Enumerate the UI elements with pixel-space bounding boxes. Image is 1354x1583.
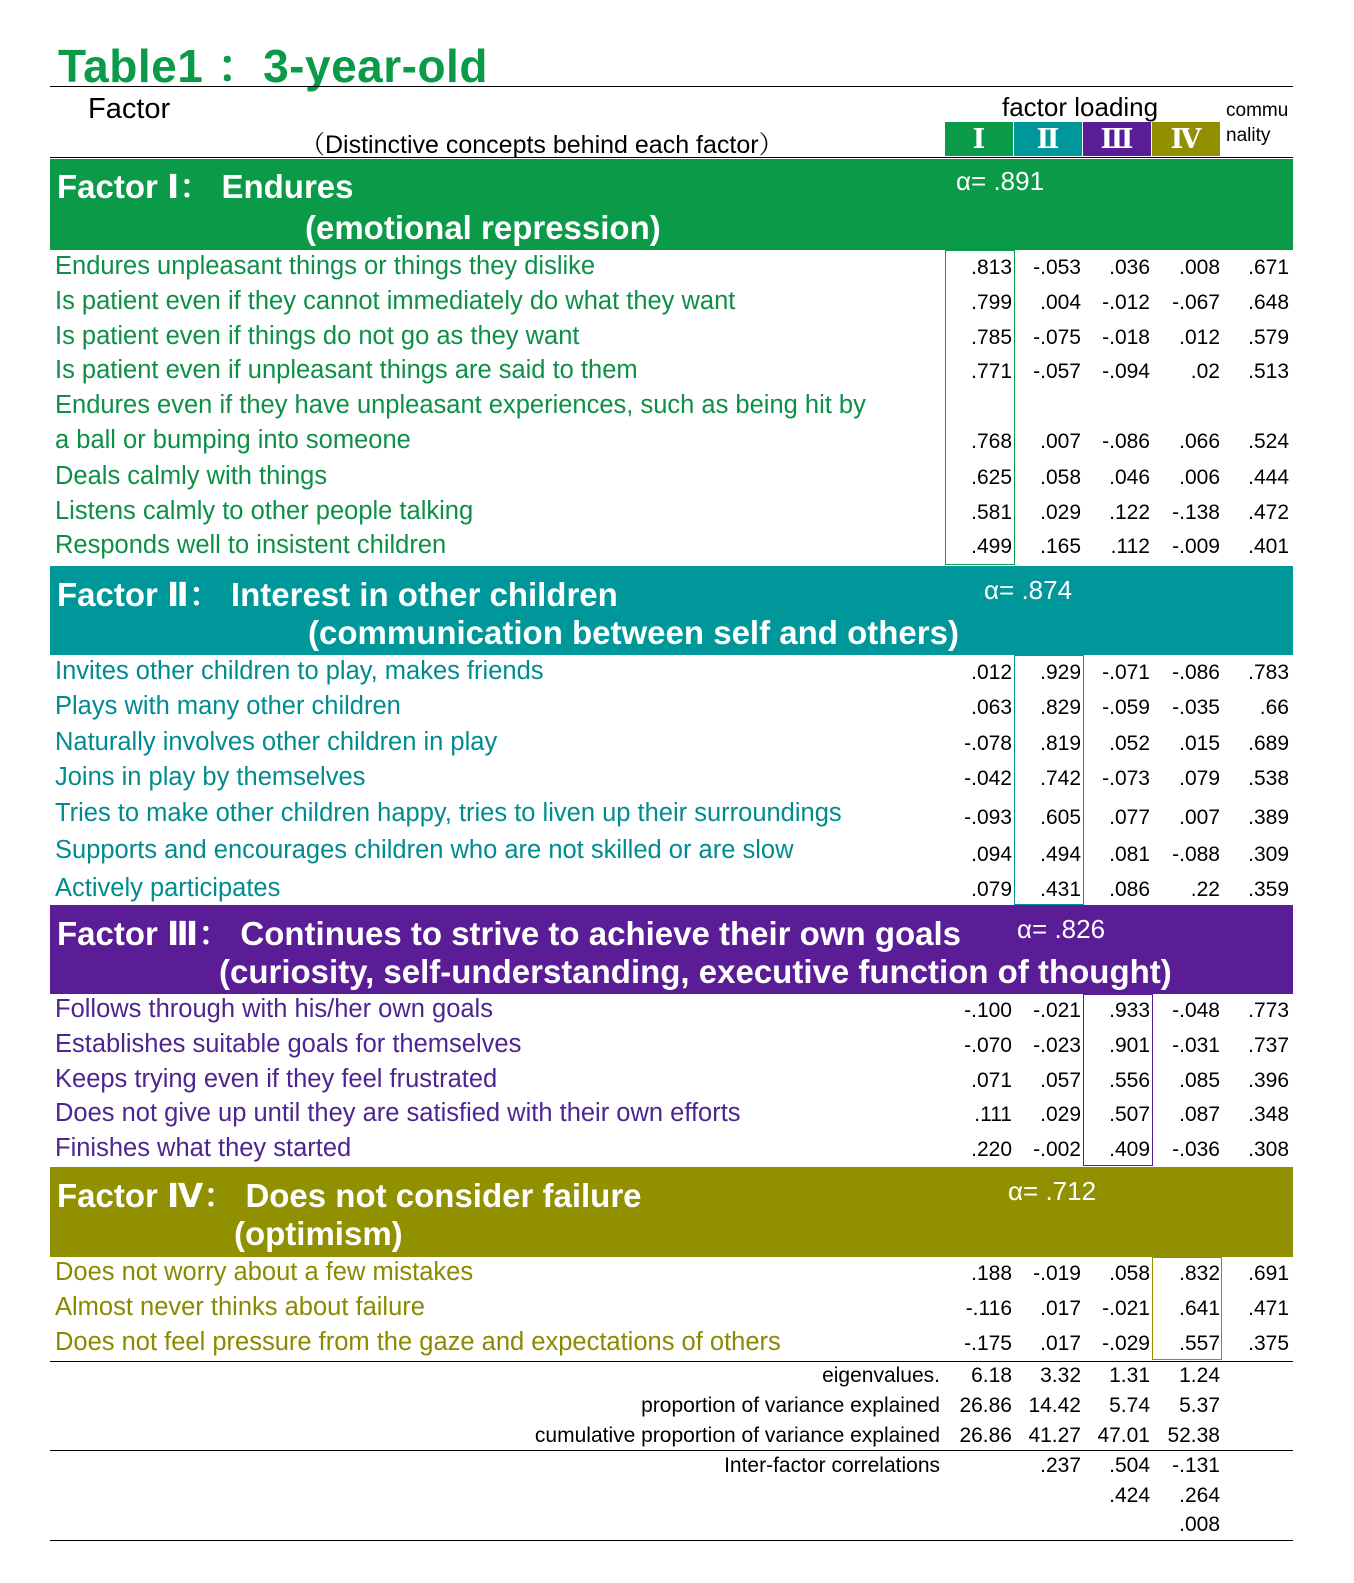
item-endures-unpleasant-things-or-things-they: Endures unpleasant things or things they dislike <box>55 252 596 280</box>
loading-value: .901 <box>1109 1033 1150 1057</box>
loading-value: -.018 <box>1102 325 1150 349</box>
loading-value: .079 <box>1179 767 1220 791</box>
loading-value: .085 <box>1179 1068 1220 1092</box>
loading-value: -.009 <box>1172 535 1220 559</box>
correlation-value: .504 <box>1109 1454 1150 1477</box>
loading-value: .389 <box>1248 805 1289 829</box>
stat-value: 1.24 <box>1179 1364 1220 1387</box>
loading-value: .046 <box>1109 465 1150 489</box>
factor-band-4 <box>50 1167 1293 1257</box>
stat-value: 26.86 <box>959 1394 1012 1417</box>
loading-value: .087 <box>1179 1103 1220 1127</box>
loading-value: .112 <box>1110 535 1150 559</box>
stat-value: 52.38 <box>1167 1424 1220 1447</box>
stat-value: 5.37 <box>1179 1394 1220 1417</box>
factor-loading-box-3 <box>1083 994 1153 1166</box>
factor-title: Factor Ⅳ： Does not consider failure <box>57 1177 642 1214</box>
item-does-not-give-up-until-they-are-satisfie: Does not give up until they are satisfied with their own efforts <box>55 1099 741 1128</box>
loading-value: -.031 <box>1172 1033 1220 1057</box>
loading-value: .799 <box>971 290 1012 314</box>
header-communality-part1: commu <box>1226 100 1289 121</box>
item-continuation: a ball or bumping into someone <box>55 426 411 454</box>
loading-value: .015 <box>1179 731 1220 755</box>
loading-value: .785 <box>971 325 1012 349</box>
loading-value: .188 <box>971 1262 1012 1285</box>
factor-band-2 <box>50 566 1293 655</box>
item-finishes-what-they-started: Finishes what they started <box>55 1134 352 1163</box>
loading-value: .081 <box>1109 843 1150 867</box>
loading-value: .605 <box>1040 805 1081 829</box>
item-actively-participates: Actively participates <box>55 873 281 902</box>
loading-value: -.100 <box>964 999 1012 1022</box>
loading-value: -.042 <box>964 767 1012 791</box>
header-factor-loading: factor loading <box>1002 92 1159 122</box>
factor-subtitle: (curiosity, self-understanding, executive function of thought) <box>219 953 1172 990</box>
loading-value: -.086 <box>1172 661 1220 684</box>
correlation-label: Inter-factor correlations <box>724 1454 940 1477</box>
item-is-patient-even-if-unpleasant-things-are: Is patient even if unpleasant things are said to them <box>55 356 638 385</box>
factor-band-3 <box>50 905 1293 994</box>
loading-value: .22 <box>1190 877 1220 901</box>
stat-value: 41.27 <box>1028 1424 1081 1447</box>
loading-value: -.057 <box>1033 360 1081 384</box>
item-joins-in-play-by-themselves: Joins in play by themselves <box>55 763 366 792</box>
factor-col-header-3: Ⅲ <box>1083 122 1151 156</box>
loading-value: .094 <box>971 843 1012 867</box>
loading-value: .029 <box>1040 500 1081 524</box>
correlation-value: .264 <box>1179 1484 1220 1507</box>
item-does-not-worry-about-a-few-mistakes: Does not worry about a few mistakes <box>55 1258 474 1286</box>
loading-value: .742 <box>1040 767 1081 791</box>
loading-value: .431 <box>1040 877 1081 901</box>
loading-value: -.021 <box>1102 1296 1150 1320</box>
stats-rule <box>50 1361 1293 1362</box>
stat-value: 47.01 <box>1097 1424 1150 1447</box>
loading-value: -.029 <box>1102 1331 1150 1355</box>
loading-value: .929 <box>1040 661 1081 684</box>
loading-value: .057 <box>1040 1068 1081 1092</box>
stat-value: 26.86 <box>959 1424 1012 1447</box>
item-does-not-feel-pressure-from-the-gaze-and: Does not feel pressure from the gaze and expectations of others <box>55 1327 781 1356</box>
loading-value: .499 <box>971 535 1012 559</box>
page-title: Table1 ：3-year-old <box>58 40 488 92</box>
loading-value: .007 <box>1179 805 1220 829</box>
loading-value: .771 <box>971 360 1012 384</box>
loading-value: -.088 <box>1172 843 1220 867</box>
loading-value: -.048 <box>1172 999 1220 1022</box>
loading-value: -.012 <box>1102 290 1150 314</box>
loading-value: .409 <box>1109 1138 1150 1162</box>
loading-value: .012 <box>1179 325 1220 349</box>
loading-value: -.070 <box>964 1033 1012 1057</box>
loading-value: .557 <box>1179 1331 1220 1355</box>
item-listens-calmly-to-other-people-talking: Listens calmly to other people talking <box>55 496 474 525</box>
loading-value: -.053 <box>1033 256 1081 279</box>
stat-label-eigenvalues: eigenvalues. <box>822 1364 940 1387</box>
factor-alpha: α= .712 <box>1008 1176 1097 1206</box>
factor-title: Factor Ⅲ： Continues to strive to achieve their own goals <box>57 915 962 952</box>
loading-value: .768 <box>971 430 1012 453</box>
loading-value: .348 <box>1248 1103 1289 1127</box>
item-keeps-trying-even-if-they-feel-frustrate: Keeps trying even if they feel frustrated <box>55 1064 498 1093</box>
loading-value: -.093 <box>964 805 1012 829</box>
loading-value: .66 <box>1259 696 1289 720</box>
loading-value: .029 <box>1040 1103 1081 1127</box>
loading-value: .02 <box>1190 360 1220 384</box>
item-establishes-suitable-goals-for-themselve: Establishes suitable goals for themselves <box>55 1029 522 1058</box>
item-supports-and-encourages-children-who-are: Supports and encourages children who are not skilled or are slow <box>55 836 794 865</box>
header-rule <box>50 157 1293 158</box>
loading-value: -.094 <box>1102 360 1150 384</box>
loading-value: .375 <box>1248 1331 1289 1355</box>
loading-value: -.175 <box>964 1331 1012 1355</box>
factor-col-header-4: Ⅳ <box>1152 122 1220 156</box>
factor-title: Factor Ⅰ： Endures <box>57 168 354 205</box>
stat-value: 3.32 <box>1040 1364 1081 1387</box>
loading-value: -.059 <box>1102 696 1150 720</box>
loading-value: .063 <box>971 696 1012 720</box>
factor-loading-box-2 <box>1014 655 1084 905</box>
item-almost-never-thinks-about-failure: Almost never thinks about failure <box>55 1292 425 1321</box>
loading-value: .058 <box>1040 465 1081 489</box>
correlation-value: -.131 <box>1172 1454 1220 1477</box>
loading-value: -.138 <box>1172 500 1220 524</box>
factor-col-header-1: Ⅰ <box>945 122 1013 156</box>
stat-label-proportion-of-variance-explained: proportion of variance explained <box>641 1394 940 1417</box>
factor-band-1 <box>50 159 1293 250</box>
item-tries-to-make-other-children-happy-tries: Tries to make other children happy, tries to liven up their surroundings <box>55 798 842 827</box>
stat-value: 5.74 <box>1109 1394 1150 1417</box>
factor-subtitle: (communication between self and others) <box>308 614 959 651</box>
loading-value: -.035 <box>1172 696 1220 720</box>
loading-value: .007 <box>1040 430 1081 453</box>
loading-value: .641 <box>1179 1296 1220 1320</box>
factor-title: Factor Ⅱ： Interest in other children <box>57 576 618 613</box>
loading-value: .813 <box>971 256 1012 279</box>
loading-value: .036 <box>1109 256 1150 279</box>
loading-value: .052 <box>1109 731 1150 755</box>
stat-value: 6.18 <box>971 1364 1012 1387</box>
loading-value: .671 <box>1248 256 1289 279</box>
top-rule <box>50 86 1293 87</box>
loading-value: .819 <box>1040 731 1081 755</box>
factor-subtitle: (emotional repression) <box>305 209 661 246</box>
item-deals-calmly-with-things: Deals calmly with things <box>55 461 328 490</box>
loading-value: .472 <box>1248 500 1289 524</box>
stat-value: 14.42 <box>1028 1394 1081 1417</box>
factor-alpha: α= .891 <box>956 166 1045 196</box>
loading-value: .737 <box>1248 1033 1289 1057</box>
loading-value: -.116 <box>965 1296 1012 1320</box>
loading-value: .933 <box>1109 999 1150 1022</box>
loading-value: .471 <box>1248 1296 1289 1320</box>
factor-loading-box-1 <box>945 250 1015 565</box>
correlation-value: .237 <box>1040 1454 1081 1477</box>
stat-value: 1.31 <box>1109 1364 1150 1387</box>
loading-value: .783 <box>1248 661 1289 684</box>
loading-value: -.036 <box>1172 1138 1220 1162</box>
loading-value: .773 <box>1248 999 1289 1022</box>
header-distinctive-concepts: （Distinctive concepts behind each factor） <box>300 131 784 159</box>
loading-value: .077 <box>1109 805 1150 829</box>
loading-value: .832 <box>1179 1262 1220 1285</box>
loading-value: .444 <box>1248 465 1289 489</box>
item-invites-other-children-to-play-makes-fri: Invites other children to play, makes friends <box>55 657 544 685</box>
loading-value: .165 <box>1040 535 1081 559</box>
factor-alpha: α= .874 <box>984 575 1073 605</box>
loading-value: .309 <box>1248 843 1289 867</box>
loading-value: .648 <box>1248 290 1289 314</box>
header-communality-part2: nality <box>1226 125 1271 146</box>
loading-value: .122 <box>1109 500 1150 524</box>
loading-value: .058 <box>1109 1262 1150 1285</box>
loading-value: .581 <box>971 500 1012 524</box>
loading-value: .308 <box>1248 1138 1289 1162</box>
loading-value: .006 <box>1179 465 1220 489</box>
loading-value: .086 <box>1109 877 1150 901</box>
loading-value: .111 <box>974 1103 1012 1127</box>
loading-value: .625 <box>971 465 1012 489</box>
loading-value: .494 <box>1040 843 1081 867</box>
loading-value: -.078 <box>964 731 1012 755</box>
loading-value: .079 <box>971 877 1012 901</box>
loading-value: .401 <box>1248 535 1289 559</box>
item-is-patient-even-if-things-do-not-go-as-t: Is patient even if things do not go as they want <box>55 321 580 350</box>
loading-value: -.071 <box>1102 661 1150 684</box>
loading-value: .691 <box>1248 1262 1289 1285</box>
loading-value: .689 <box>1248 731 1289 755</box>
stat-label-cumulative-proportion-of-variance-explai: cumulative proportion of variance explained <box>534 1424 940 1447</box>
correlation-rule <box>50 1450 1293 1451</box>
factor-alpha: α= .826 <box>1017 914 1106 944</box>
loading-value: .017 <box>1040 1331 1081 1355</box>
loading-value: .008 <box>1179 256 1220 279</box>
item-plays-with-many-other-children: Plays with many other children <box>55 692 401 721</box>
correlation-value: .424 <box>1109 1484 1150 1507</box>
loading-value: .004 <box>1040 290 1081 314</box>
loading-value: .220 <box>971 1138 1012 1162</box>
loading-value: -.067 <box>1172 290 1220 314</box>
loading-value: .513 <box>1248 360 1289 384</box>
factor-col-header-2: Ⅱ <box>1014 122 1082 156</box>
loading-value: -.073 <box>1102 767 1150 791</box>
loading-value: -.023 <box>1033 1033 1081 1057</box>
loading-value: .524 <box>1248 430 1289 453</box>
loading-value: .017 <box>1040 1296 1081 1320</box>
loading-value: .066 <box>1179 430 1220 453</box>
factor-loading-box-4 <box>1152 1257 1222 1360</box>
loading-value: -.075 <box>1033 325 1081 349</box>
factor-subtitle: (optimism) <box>234 1215 403 1252</box>
loading-value: -.021 <box>1033 999 1081 1022</box>
correlation-value: .008 <box>1179 1513 1220 1536</box>
loading-value: .071 <box>971 1068 1012 1092</box>
loading-value: .829 <box>1040 696 1081 720</box>
loading-value: -.019 <box>1033 1262 1081 1285</box>
item-responds-well-to-insistent-children: Responds well to insistent children <box>55 531 447 560</box>
loading-value: .396 <box>1248 1068 1289 1092</box>
loading-value: -.086 <box>1102 430 1150 453</box>
item-follows-through-with-his-her-own-goals: Follows through with his/her own goals <box>55 995 493 1023</box>
item-is-patient-even-if-they-cannot-immediate: Is patient even if they cannot immediately do what they want <box>55 286 736 315</box>
loading-value: .012 <box>971 661 1012 684</box>
loading-value: .538 <box>1248 767 1289 791</box>
loading-value: .507 <box>1109 1103 1150 1127</box>
loading-value: -.002 <box>1033 1138 1081 1162</box>
item-endures-even-if-they-have-unpleasant-exp: Endures even if they have unpleasant experiences, such as being hit by <box>55 391 866 420</box>
header-factor: Factor <box>88 93 171 125</box>
bottom-rule <box>50 1540 1293 1541</box>
loading-value: .359 <box>1248 877 1289 901</box>
item-naturally-involves-other-children-in-pla: Naturally involves other children in play <box>55 727 498 756</box>
loading-value: .579 <box>1248 325 1289 349</box>
loading-value: .556 <box>1109 1068 1150 1092</box>
